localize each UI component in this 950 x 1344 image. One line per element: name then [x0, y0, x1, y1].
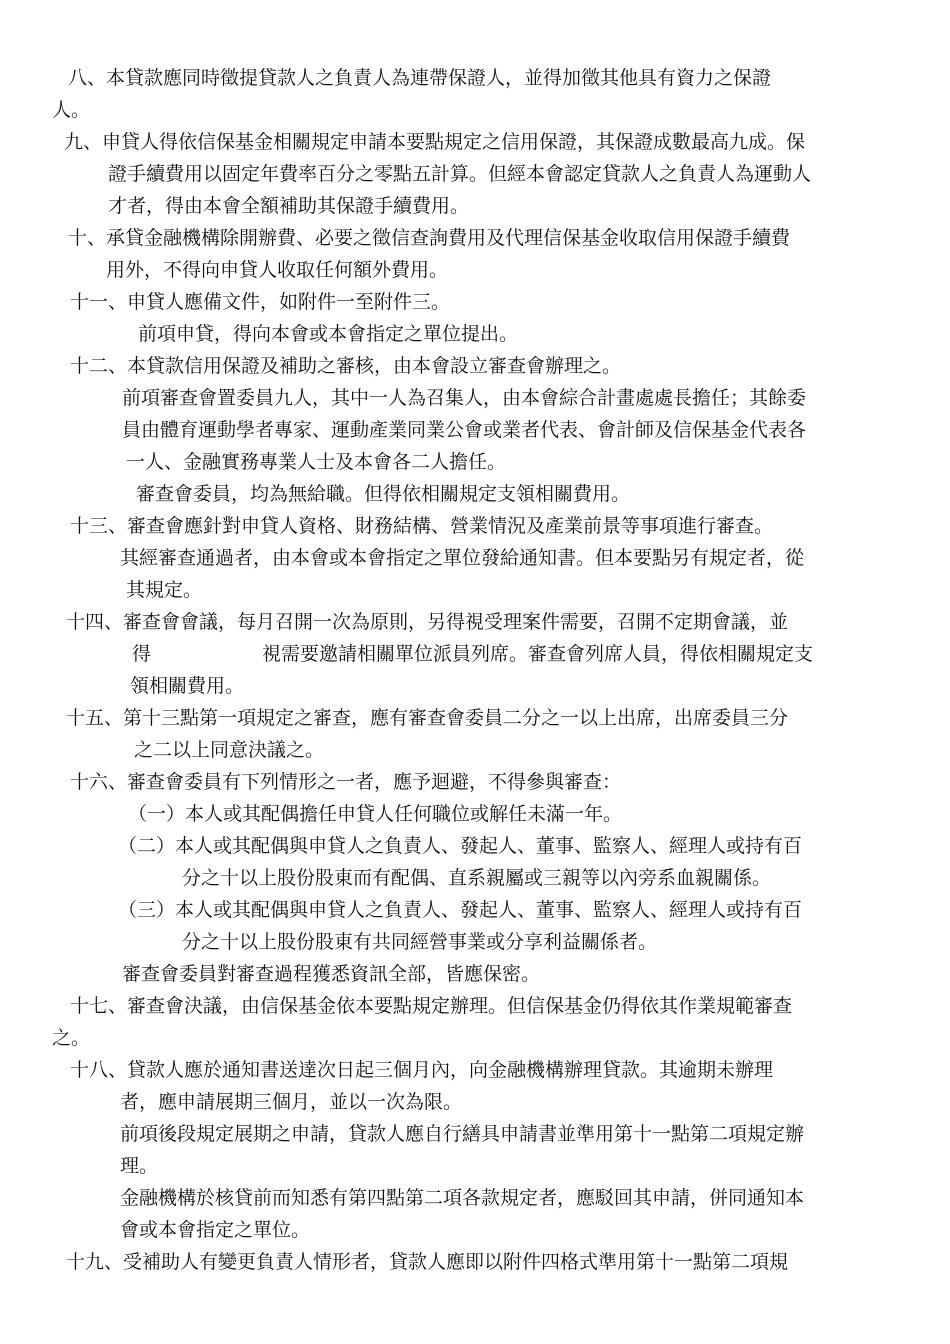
text-line: （三）本人或其配偶與申貸人之負責人、發起人、董事、監察人、經理人或持有百: [118, 899, 803, 921]
text-line: 審查會委員對審查過程獲悉資訊全部，皆應保密。: [122, 963, 541, 985]
text-line: 前項後段規定展期之申請，貸款人應自行繕具申請書並準用第十一點第二項規定辦: [120, 1123, 805, 1145]
text-line: 證手續費用以固定年費率百分之零點五計算。但經本會認定貸款人之負責人為運動人: [108, 163, 812, 185]
text-line: 十三、審查會應針對申貸人資格、財務結構、營業情況及產業前景等事項進行審查。: [70, 515, 774, 537]
text-line: 其規定。: [126, 579, 203, 601]
text-line: 十二、本貸款信用保證及補助之審核，由本會設立審查會辦理之。: [70, 355, 622, 377]
text-line: 者，應申請展期三個月，並以一次為限。: [120, 1091, 463, 1113]
text-line: 會或本會指定之單位。: [120, 1219, 311, 1241]
text-line: 十六、審查會委員有下列情形之一者，應予迴避，不得參與審查：: [70, 771, 622, 793]
text-line: 十八、貸款人應於通知書送達次日起三個月內，向金融機構辦理貸款。其逾期未辦理: [70, 1059, 774, 1081]
text-line: 員由體育運動學者專家、運動產業同業公會或業者代表、會計師及信保基金代表各: [122, 419, 807, 441]
text-line: 人。: [52, 99, 91, 121]
text-line: 用外，不得向申貸人收取任何額外費用。: [106, 259, 449, 281]
text-line: 得: [132, 643, 152, 665]
text-line: 十一、申貸人應備文件，如附件一至附件三。: [70, 291, 451, 313]
text-line: 十七、審查會決議，由信保基金依本要點規定辦理。但信保基金仍得依其作業規範審查: [70, 995, 793, 1017]
text-line: 其經審查通過者，由本會或本會指定之單位發給通知書。但本要點另有規定者，從: [120, 547, 805, 569]
text-line: 九、申貸人得依信保基金相關規定申請本要點規定之信用保證，其保證成數最高九成。保: [64, 131, 806, 153]
text-line: 領相關費用。: [130, 675, 245, 697]
text-line: 之二以上同意決議之。: [134, 739, 325, 761]
text-line: 之。: [52, 1027, 91, 1049]
text-line: 才者，得由本會全額補助其保證手續費用。: [108, 195, 470, 217]
text-line: 十九、受補助人有變更負責人情形者，貸款人應即以附件四格式準用第十一點第二項規: [66, 1251, 789, 1273]
text-line: （一）本人或其配偶擔任申貸人任何職位或解任未滿一年。: [128, 803, 623, 825]
text-line: 金融機構於核貸前而知悉有第四點第二項各款規定者，應駁回其申請，併同通知本: [120, 1187, 805, 1209]
text-line: 理。: [120, 1155, 159, 1177]
text-line: 審查會委員，均為無給職。但得依相關規定支領相關費用。: [136, 483, 631, 505]
text-line: 十、承貸金融機構除開辦費、必要之徵信查詢費用及代理信保基金收取信用保證手續費: [68, 227, 791, 249]
text-line: （二）本人或其配偶與申貸人之負責人、發起人、董事、監察人、經理人或持有百: [118, 835, 803, 857]
text-line: 十五、第十三點第一項規定之審查，應有審查會委員二分之一以上出席，出席委員三分: [66, 707, 789, 729]
text-line: 視需要邀請相關單位派員列席。審查會列席人員，得依相關規定支: [262, 643, 814, 665]
text-line: 分之十以上股份股東而有配偶、直系親屬或三親等以內旁系血親關係。: [182, 867, 772, 889]
text-line: 十四、審查會會議，每月召開一次為原則，另得視受理案件需要，召開不定期會議，並: [66, 611, 789, 633]
text-line: 分之十以上股份股東有共同經營事業或分享利益關係者。: [182, 931, 658, 953]
text-line: 前項審查會置委員九人，其中一人為召集人，由本會綜合計畫處處長擔任；其餘委: [122, 387, 807, 409]
text-line: 前項申貸，得向本會或本會指定之單位提出。: [138, 323, 519, 345]
text-line: 一人、金融實務專業人士及本會各二人擔任。: [126, 451, 507, 473]
text-line: 八、本貸款應同時徵提貸款人之負責人為連帶保證人，並得加徵其他具有資力之保證: [68, 67, 772, 89]
